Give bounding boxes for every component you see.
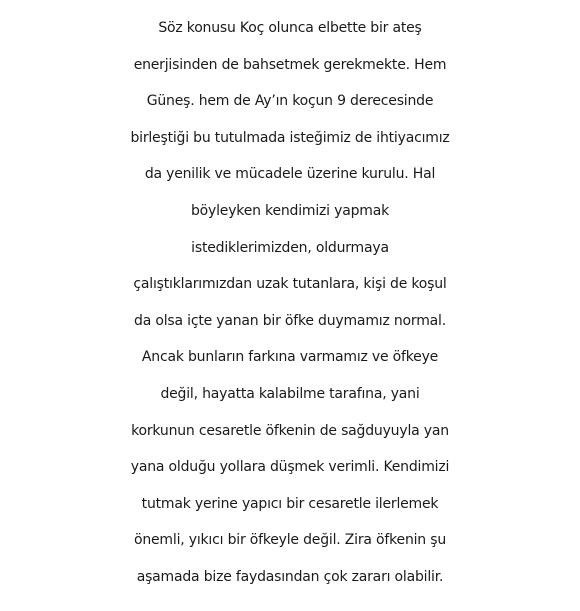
paragraph-line: korkunun cesaretle öfkenin de sağduyuyla yan — [131, 422, 449, 439]
paragraph-line: Ancak bunların farkına varmamız ve öfkeye — [141, 349, 439, 366]
paragraph-line: istediklerimizden, oldurmaya — [191, 239, 389, 256]
paragraph-line: aşamada bize faydasından çok zararı olabilir. — [136, 568, 444, 585]
paragraph-line: enerjisinden de bahsetmek gerekmekte. Hem — [133, 56, 447, 73]
paragraph-line: birleştiği bu tutulmada isteğimiz de ihtiyacımız — [130, 129, 450, 146]
paragraph-line: değil, hayatta kalabilme tarafına, yani — [160, 385, 420, 402]
body-paragraph — [0, 10, 580, 596]
paragraph-line: yana olduğu yollara düşmek verimli. Kendimizi — [130, 459, 450, 476]
paragraph-line: da yenilik ve mücadele üzerine kurulu. Hal — [144, 166, 436, 183]
paragraph-line: böyleyken kendimizi yapmak — [190, 202, 390, 219]
paragraph-line: çalıştıklarımızdan uzak tutanlara, kişi de koşul — [133, 276, 447, 293]
paragraph-line: Söz konusu Koç olunca elbette bir ateş — [158, 20, 422, 36]
paragraph-line: da olsa içte yanan bir öfke duymamız normal. — [134, 312, 446, 329]
paragraph-line: önemli, yıkıcı bir öfkeyle değil. Zira öfkenin şu — [133, 532, 446, 549]
paragraph-line: tutmak yerine yapıcı bir cesaretle ilerlemek — [141, 495, 439, 512]
paragraph-line: Güneş. hem de Ay’ın koçun 9 derecesinde — [146, 93, 434, 110]
